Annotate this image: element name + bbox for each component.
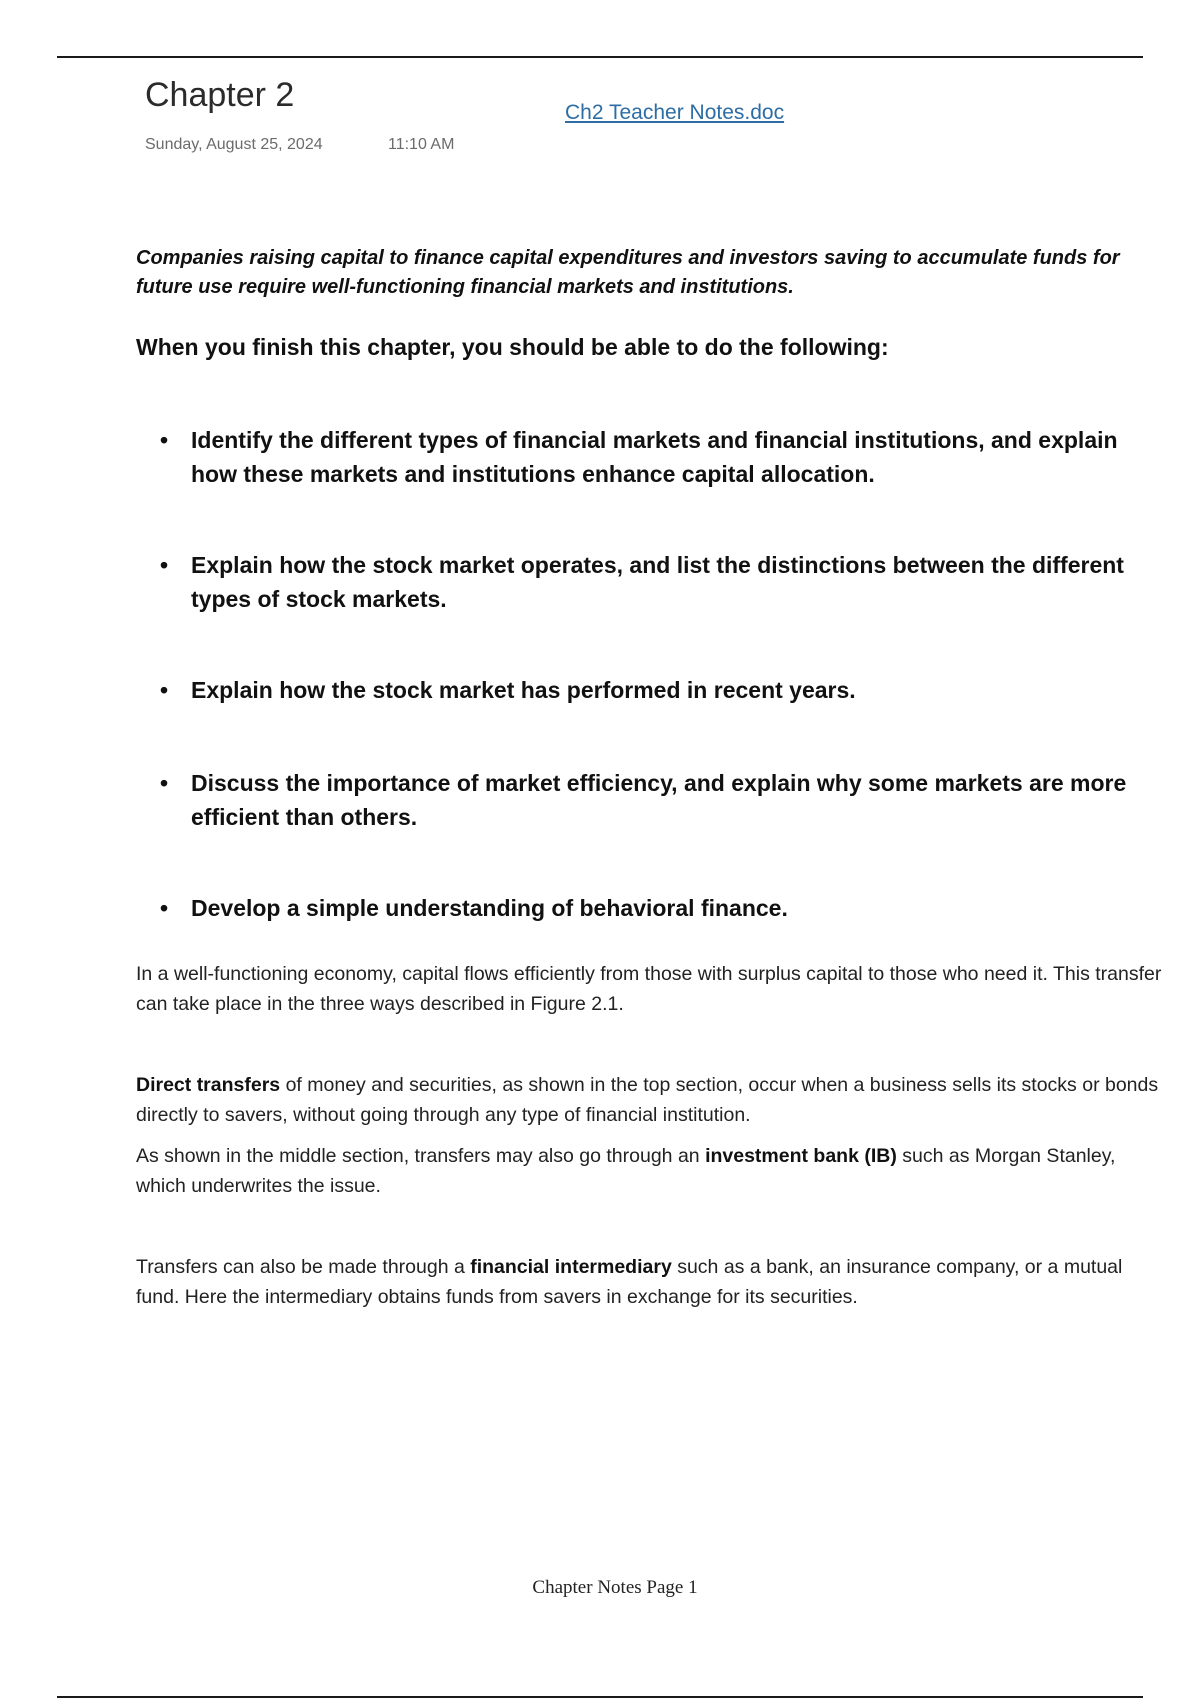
paragraph-text: of money and securities, as shown in the top section, occur when a business sells its stocks or bonds directly to savers, without going through any type of financial institution.: [136, 1074, 1159, 1126]
page-date: Sunday, August 25, 2024: [145, 136, 323, 153]
objective-item: [160, 548, 1140, 616]
objective-item: [160, 423, 1140, 491]
objective-text: Explain how the stock market operates, and list the distinctions between the different types of stock markets.: [191, 552, 1124, 612]
term-financial-intermediary: financial intermediary: [470, 1256, 672, 1278]
paragraph-text: As shown in the middle section, transfers may also go through an: [136, 1145, 706, 1167]
paragraph-text: Transfers can also be made through a: [136, 1256, 471, 1278]
page-title: Chapter 2: [145, 76, 295, 114]
bullet-icon: •: [160, 677, 169, 703]
bullet-icon: •: [160, 895, 169, 921]
objectives-heading: When you finish this chapter, you should be able to do the following:: [136, 334, 889, 360]
paragraph-text: such as Morgan Stanley, which underwrites the issue.: [136, 1145, 1116, 1197]
body-paragraph-2: [136, 1070, 1166, 1130]
bullet-icon: •: [160, 552, 169, 578]
body-paragraph-4: [136, 1252, 1166, 1312]
objective-text: Discuss the importance of market efficiency, and explain why some markets are more efficient than others.: [191, 770, 1127, 830]
intro-paragraph: Companies raising capital to finance capital expenditures and investors saving to accumulate funds for future use require well-functioning financial markets and institutions.: [136, 247, 1120, 298]
page-footer: Chapter Notes Page 1: [532, 1577, 698, 1598]
term-direct-transfers: Direct transfers: [136, 1074, 281, 1096]
attachment-link[interactable]: Ch2 Teacher Notes.doc: [565, 101, 785, 124]
term-investment-bank: investment bank (IB): [705, 1145, 897, 1167]
bullet-icon: •: [160, 770, 169, 796]
objective-text: Identify the different types of financial markets and financial institutions, and explain how these markets and institutions enhance capital allocation.: [191, 427, 1118, 487]
bullet-icon: •: [160, 427, 169, 453]
objective-text: Explain how the stock market has performed in recent years.: [191, 677, 856, 703]
page-time: 11:10 AM: [388, 136, 455, 153]
objective-item: [160, 766, 1140, 834]
objective-item: [160, 891, 1140, 925]
objective-text: Develop a simple understanding of behavioral finance.: [191, 895, 788, 921]
objective-item: [160, 673, 1140, 707]
body-paragraph-1: In a well-functioning economy, capital flows efficiently from those with surplus capital to those who need it. This transfer can take place in the three ways described in Figure 2.1.: [136, 963, 1162, 1015]
body-paragraph-3: [136, 1141, 1166, 1201]
top-rule: [57, 56, 1143, 58]
paragraph-text: such as a bank, an insurance company, or a mutual fund. Here the intermediary obtains funds from savers in exchange for its securities.: [136, 1256, 1123, 1308]
bottom-rule: [57, 1696, 1143, 1698]
